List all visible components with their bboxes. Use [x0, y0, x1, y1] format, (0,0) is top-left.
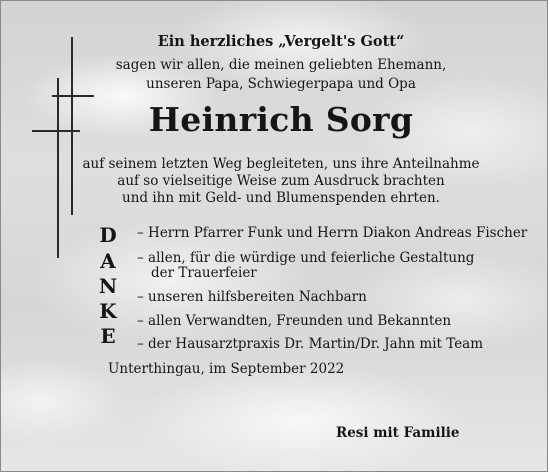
- cross-icon-vertical-bar: [57, 78, 59, 258]
- intro-line: unseren Papa, Schwiegerpapa und Opa: [146, 76, 416, 92]
- body-line: auf seinem letzten Weg begleiteten, uns ihre Anteilnahme: [82, 156, 480, 172]
- danke-letter: A: [100, 249, 116, 273]
- intro-line: sagen wir allen, die meinen geliebten Ehemann,: [115, 57, 447, 73]
- thanks-item-continuation: der Trauerfeier: [151, 265, 257, 281]
- signature: Resi mit Familie: [336, 425, 460, 441]
- deceased-name: Heinrich Sorg: [148, 100, 414, 139]
- thanks-item: – allen, für die würdige und feierliche Gestaltung: [137, 250, 475, 266]
- thanks-item: – Herrn Pfarrer Funk und Herrn Diakon Andreas Fischer: [137, 225, 528, 241]
- thanks-item: – der Hausarztpraxis Dr. Martin/Dr. Jahn mit Team: [137, 336, 484, 352]
- danke-letter: N: [98, 274, 118, 298]
- danke-letter: K: [99, 299, 117, 323]
- thanks-item: – allen Verwandten, Freunden und Bekannten: [137, 313, 452, 329]
- place-date: Unterthingau, im September 2022: [108, 361, 345, 377]
- danke-letter: D: [99, 223, 117, 247]
- danke-letter: E: [100, 324, 116, 348]
- thanks-item: – unseren hilfsbereiten Nachbarn: [137, 289, 367, 305]
- headline: Ein herzliches „Vergelt's Gott“: [157, 33, 405, 50]
- body-line: auf so vielseitige Weise zum Ausdruck brachten: [117, 173, 445, 189]
- body-line: und ihn mit Geld- und Blumenspenden ehrten.: [122, 190, 440, 206]
